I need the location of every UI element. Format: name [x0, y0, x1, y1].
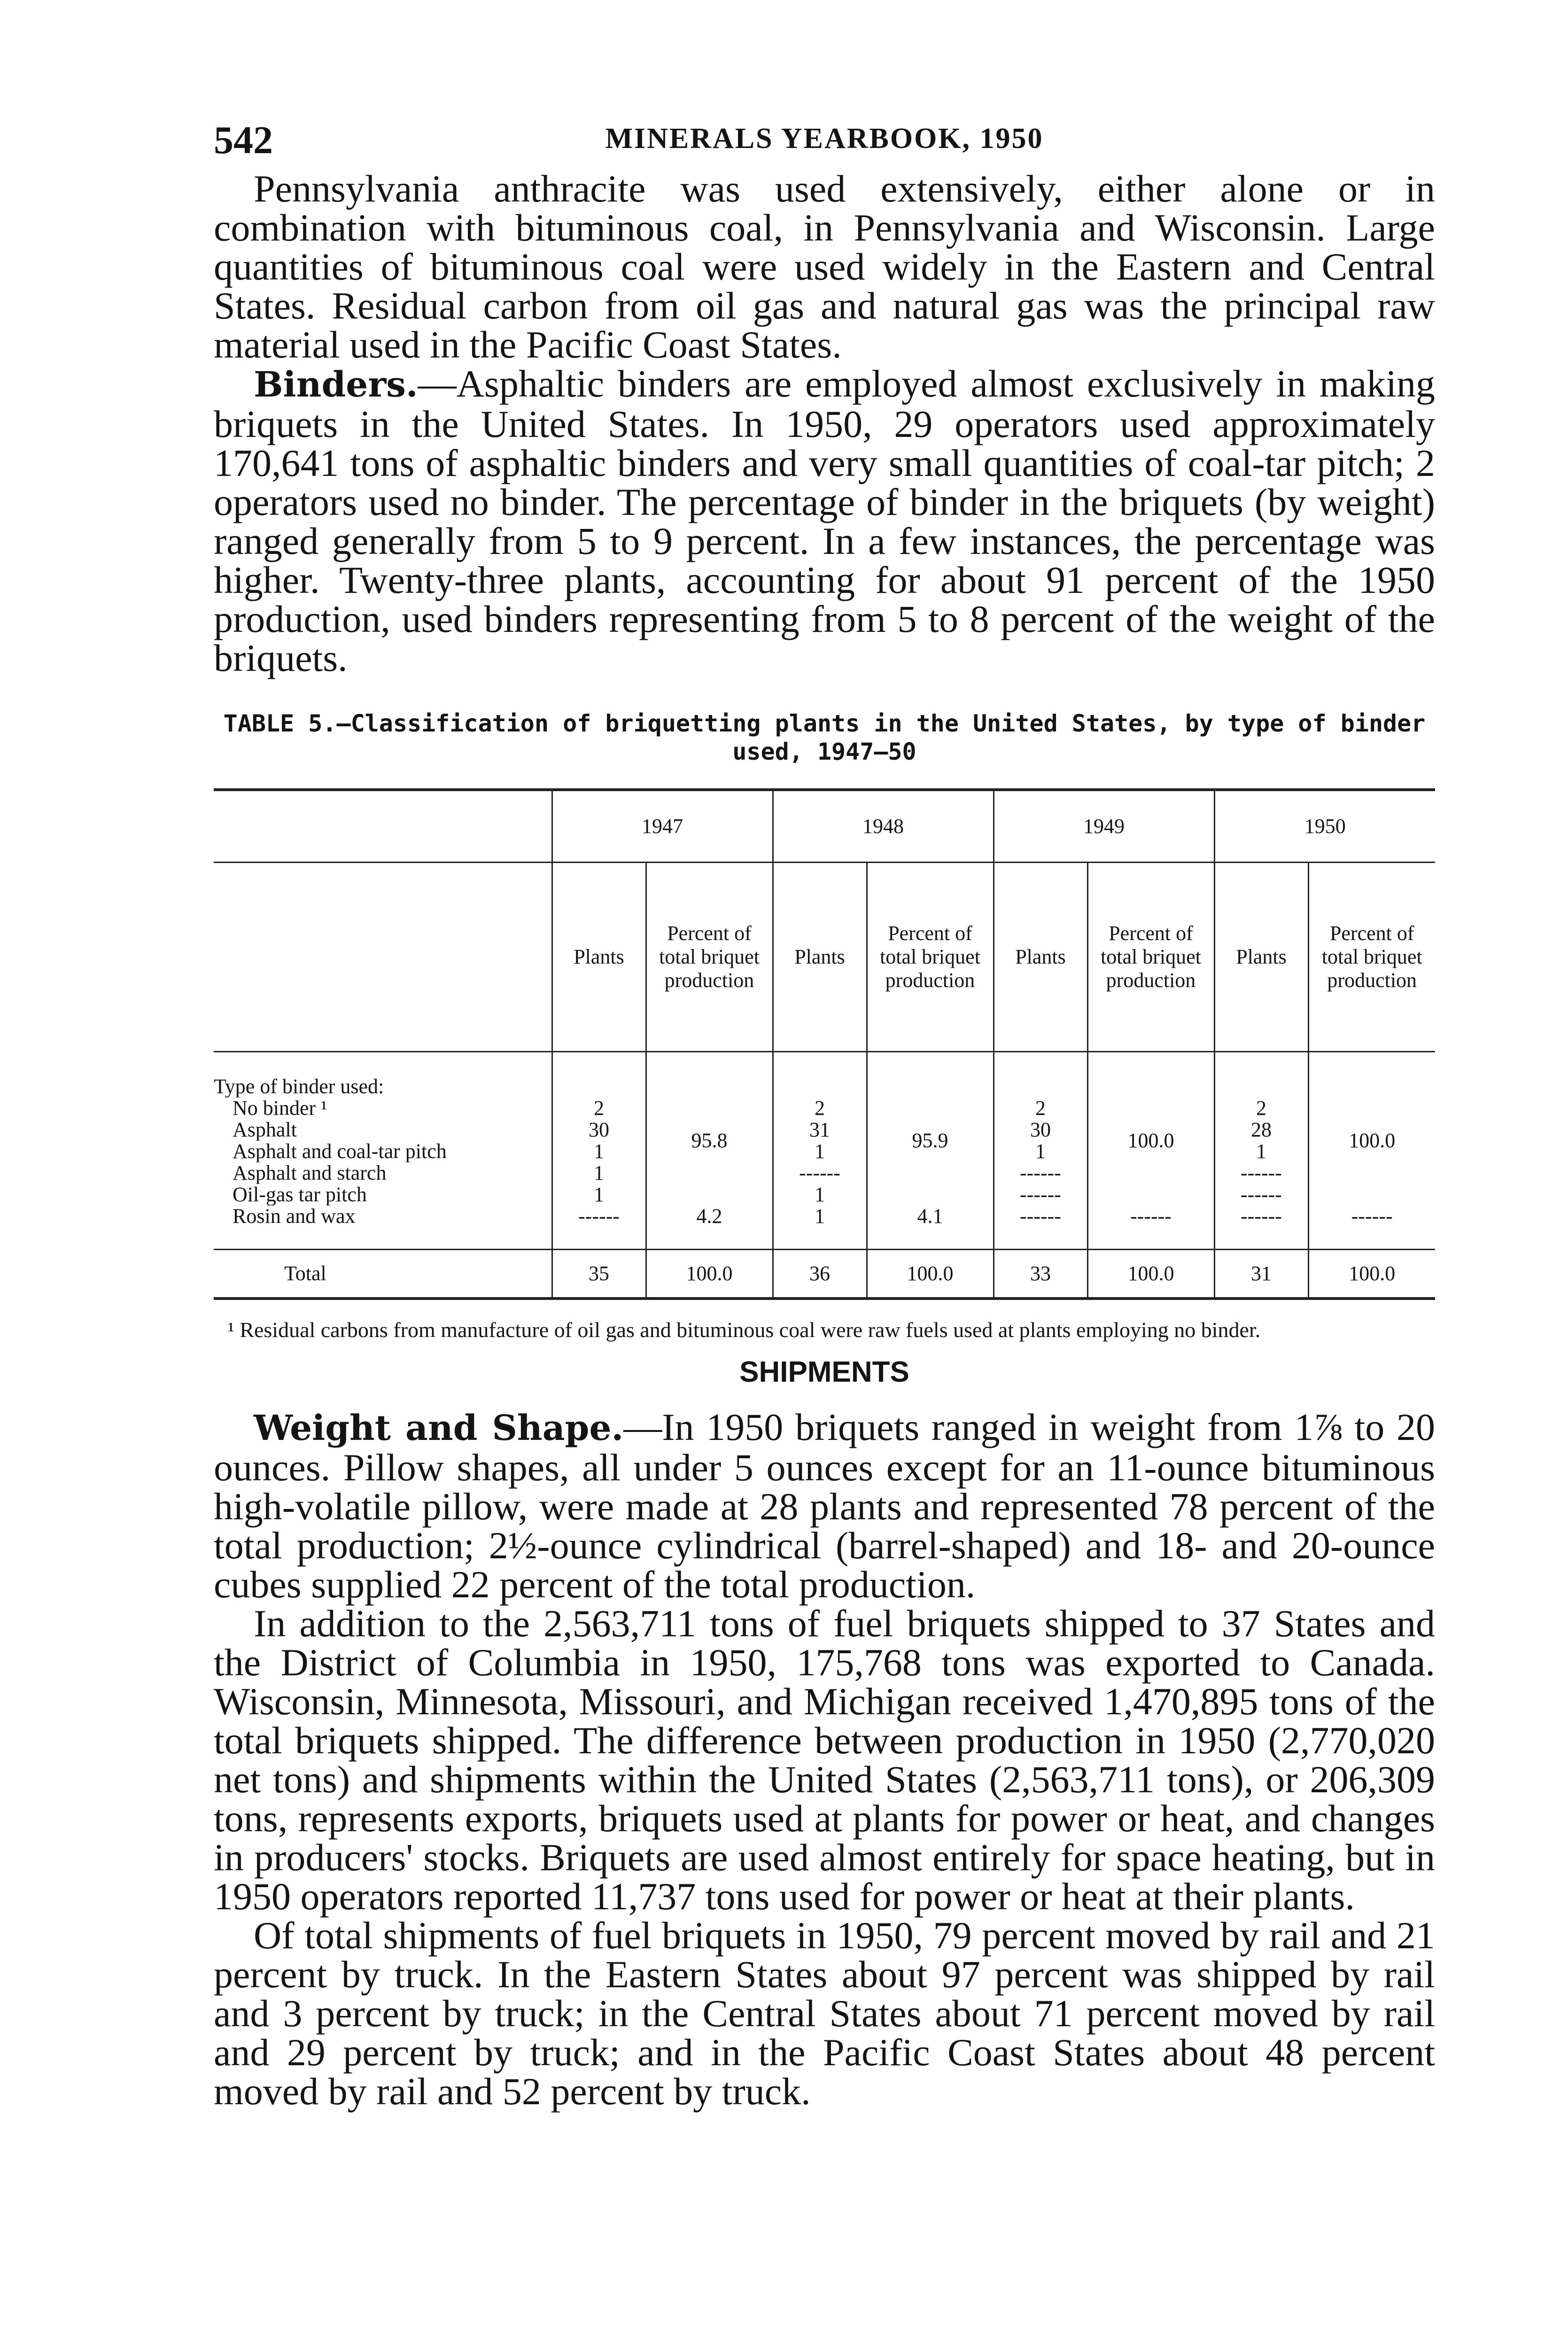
running-head: [214, 117, 1435, 169]
table-cell: 1: [1035, 1140, 1046, 1163]
table-cell: 4.1: [917, 1205, 943, 1228]
percent-header: Percent of total briquet production: [646, 863, 773, 1052]
paragraph: [214, 364, 1435, 677]
year-header: 1948: [773, 791, 994, 863]
table-cell: 30: [1030, 1118, 1051, 1141]
table-cell: ------: [1020, 1205, 1061, 1228]
table-cell: 36: [773, 1250, 867, 1299]
table-cell: 2: [594, 1097, 604, 1120]
table-footnote: ¹ Residual carbons from manufacture of oil gas and bituminous coal were raw fuels used at plants employing no binder.: [228, 1318, 1261, 1342]
shipments-text: [214, 1408, 1435, 2111]
document-page: [214, 117, 1435, 2111]
year-header: 1950: [1214, 791, 1435, 863]
table-cell: 100.0: [867, 1250, 994, 1299]
table-cell: 33: [994, 1250, 1087, 1299]
plants-header: Plants: [994, 863, 1087, 1052]
table-cell: 2: [1256, 1097, 1266, 1120]
row-label: Asphalt and coal-tar pitch: [233, 1141, 447, 1162]
total-label: Total: [214, 1250, 552, 1299]
table-cell: 95.8: [691, 1129, 728, 1152]
running-title: MINERALS YEARBOOK, 1950: [605, 123, 1044, 155]
plants-column: [994, 1052, 1087, 1250]
paragraph-text: —In 1950 briquets ranged in weight from 1⅞ to 20 ounces. Pillow shapes, all under 5 ounces except for an 11-ounce bituminous high-volatile pillow, were made at 28 plants and represented 78 percent of the total production; 2½-ounce cylindrical (barrel-shaped) and 18- and 20-ounce cubes supplied 22 percent of the total production.: [214, 1406, 1435, 1606]
row-label: Rosin and wax: [233, 1206, 356, 1227]
table-cell: 31: [809, 1118, 830, 1141]
table-cell: 100.0: [1087, 1250, 1214, 1299]
table-cell: 4.2: [696, 1205, 722, 1228]
plants-header: Plants: [1214, 863, 1308, 1052]
percent-header: Percent of total briquet production: [1087, 863, 1214, 1052]
row-labels: [214, 1052, 552, 1250]
table-cell: 1: [815, 1205, 825, 1228]
table-cell: 100.0: [1349, 1129, 1396, 1152]
table-cell: 1: [815, 1140, 825, 1163]
stub-header-blank: [214, 791, 552, 863]
section-heading: SHIPMENTS: [739, 1356, 909, 1388]
table-cell: ------: [1241, 1205, 1282, 1228]
table-cell: 28: [1251, 1118, 1272, 1141]
paragraph-lead: Binders.: [254, 365, 418, 405]
paragraph-text: —Asphaltic binders are employed almost exclusively in making briquets in the United States. In 1950, 29 operators used approximately 170,641 tons of asphaltic binders and very small quantities of coal-tar pitch; 2 operators used no binder. The percentage of binder in the briquets (by weight) ranged generally from 5 to 9 percent. In a few instances, the percentage was higher. Twenty-three plants, accounting for about 91 percent of the 1950 production, used binders representing from 5 to 8 percent of the weight of the briquets.: [214, 362, 1435, 679]
paragraph-text: In addition to the 2,563,711 tons of fuel briquets shipped to 37 States and the District of Columbia in 1950, 175,768 tons was exported to Canada. Wisconsin, Minnesota, Missouri, and Michigan received 1,470,895 tons of the total briquets shipped. The difference between production in 1950 (2,770,020 net tons) and shipments within the United States (2,563,711 tons), or 206,309 tons, represents exports, briquets used at plants for power or heat, and changes in producers' stocks. Briquets are used almost entirely for space heating, but in 1950 operators reported 11,737 tons used for power or heat at their plants.: [214, 1602, 1435, 1918]
table-cell: ------: [799, 1161, 840, 1184]
table-cell: ------: [1020, 1161, 1061, 1184]
table-cell: ------: [1351, 1205, 1393, 1228]
binder-table: [214, 788, 1435, 1300]
table-cell: 2: [1035, 1097, 1046, 1120]
paragraph: [214, 1604, 1435, 1916]
total-row: [214, 1250, 1435, 1299]
table-cell: 95.9: [912, 1129, 948, 1152]
percent-column: [646, 1052, 773, 1250]
percent-column: [1087, 1052, 1214, 1250]
table-cell: ------: [1241, 1161, 1282, 1184]
plants-column: [1214, 1052, 1308, 1250]
row-label: No binder ¹: [233, 1097, 327, 1119]
table-cell: 1: [1256, 1140, 1266, 1163]
table-cell: ------: [1020, 1183, 1061, 1206]
table-cell: ------: [1241, 1183, 1282, 1206]
table-cell: ------: [578, 1205, 620, 1228]
table-cell: 30: [589, 1118, 609, 1141]
paragraph: [214, 169, 1435, 364]
table-cell: 100.0: [646, 1250, 773, 1299]
row-label: Oil-gas tar pitch: [233, 1184, 367, 1206]
row-label: Asphalt: [233, 1119, 297, 1141]
intro-text: [214, 169, 1435, 677]
stub-subheader-blank: [214, 863, 552, 1052]
percent-header: Percent of total briquet production: [867, 863, 994, 1052]
paragraph: [214, 1408, 1435, 1604]
table-cell: 1: [594, 1140, 604, 1163]
table-cell: 100.0: [1308, 1250, 1435, 1299]
table-caption: TABLE 5.—Classification of briquetting plants in the United States, by type of binder used, 1947–50: [223, 710, 1426, 765]
plants-header: Plants: [773, 863, 867, 1052]
row-label: Asphalt and starch: [233, 1162, 387, 1184]
paragraph-lead: Weight and Shape.: [254, 1408, 624, 1448]
plants-column: [773, 1052, 867, 1250]
percent-header: Percent of total briquet production: [1308, 863, 1435, 1052]
page-number: 542: [214, 118, 273, 162]
plants-column: [552, 1052, 646, 1250]
table-cell: 31: [1214, 1250, 1308, 1299]
percent-column: [867, 1052, 994, 1250]
table-cell: 1: [594, 1183, 604, 1206]
percent-column: [1308, 1052, 1435, 1250]
year-header: 1947: [552, 791, 773, 863]
table-cell: ------: [1130, 1205, 1172, 1228]
paragraph: [214, 1916, 1435, 2111]
table-cell: 1: [594, 1161, 604, 1184]
paragraph-text: Of total shipments of fuel briquets in 1950, 79 percent moved by rail and 21 percent by truck. In the Eastern States about 97 percent was shipped by rail and 3 percent by truck; in the Central States about 71 percent moved by rail and 29 percent by truck; and in the Pacific Coast States about 48 percent moved by rail and 52 percent by truck.: [214, 1914, 1435, 2113]
table-cell: 100.0: [1127, 1129, 1174, 1152]
paragraph-text: Pennsylvania anthracite was used extensively, either alone or in combination with bituminous coal, in Pennsylvania and Wisconsin. Large quantities of bituminous coal were used widely in the Eastern and Central States. Residual carbon from oil gas and natural gas was the principal raw material used in the Pacific Coast States.: [214, 167, 1435, 366]
table-cell: 2: [815, 1097, 825, 1120]
stub-title: Type of binder used:: [214, 1076, 384, 1097]
year-header: 1949: [994, 791, 1214, 863]
table-cell: 35: [552, 1250, 646, 1299]
plants-header: Plants: [552, 863, 646, 1052]
table-cell: 1: [815, 1183, 825, 1206]
